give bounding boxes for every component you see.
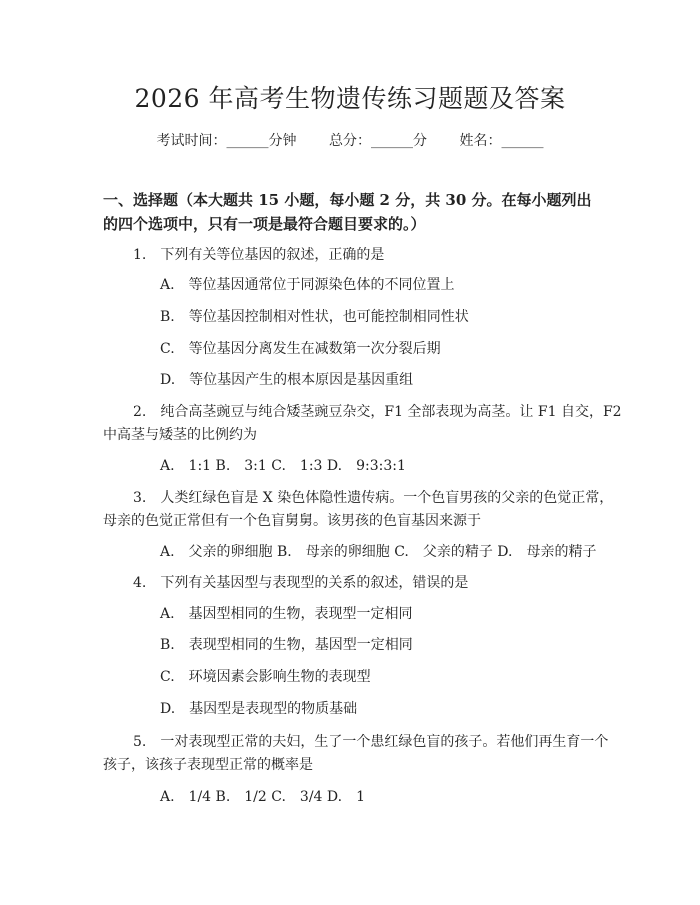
exam-time-field: 考试时间：______分钟 xyxy=(156,133,297,149)
question-2-stem-continued: 中高茎与矮茎的比例约为 xyxy=(103,427,257,443)
student-name-field: 姓名：______ xyxy=(459,133,544,149)
question-1-option-d: D. 等位基因产生的根本原因是基因重组 xyxy=(160,372,414,388)
question-4-option-c: C. 环境因素会影响生物的表现型 xyxy=(160,669,371,685)
question-5-stem: 5. 一对表现型正常的夫妇，生了一个患红绿色盲的孩子。若他们再生育一个 xyxy=(133,734,609,750)
question-5-stem-continued: 孩子，该孩子表现型正常的概率是 xyxy=(103,757,313,773)
question-4-stem: 4. 下列有关基因型与表现型的关系的叙述，错误的是 xyxy=(133,575,469,591)
question-1-option-b: B. 等位基因控制相对性状，也可能控制相同性状 xyxy=(160,309,469,325)
question-2-stem: 2. 纯合高茎豌豆与纯合矮茎豌豆杂交，F1 全部表现为高茎。让 F1 自交，F2 xyxy=(133,404,622,420)
question-3-stem: 3. 人类红绿色盲是 X 染色体隐性遗传病。一个色盲男孩的父亲的色觉正常， xyxy=(133,490,614,506)
section-heading: 一、选择题（本大题共 15 小题，每小题 2 分，共 30 分。在每小题列出的四个选项中，只有一项是最符合题目要求的。） xyxy=(103,191,592,233)
question-1-stem: 1. 下列有关等位基因的叙述，正确的是 xyxy=(133,247,385,263)
question-4-option-b: B. 表现型相同的生物，基因型一定相同 xyxy=(160,637,413,653)
question-3-stem-continued: 母亲的色觉正常但有一个色盲舅舅。该男孩的色盲基因来源于 xyxy=(103,513,481,529)
document-title: 2026 年高考生物遗传练习题题及答案 xyxy=(134,84,566,113)
question-3-options: A. 父亲的卵细胞 B. 母亲的卵细胞 C. 父亲的精子 D. 母亲的精子 xyxy=(160,544,597,560)
question-2-options: A. 1:1 B. 3:1 C. 1:3 D. 9:3:3:1 xyxy=(160,458,406,474)
question-1-option-c: C. 等位基因分离发生在减数第一次分裂后期 xyxy=(160,341,441,357)
question-4-option-d: D. 基因型是表现型的物质基础 xyxy=(160,701,358,717)
question-1-option-a: A. 等位基因通常位于同源染色体的不同位置上 xyxy=(160,277,455,293)
total-score-field: 总分：______分 xyxy=(329,133,427,149)
question-4-option-a: A. 基因型相同的生物，表现型一定相同 xyxy=(160,606,413,622)
exam-info-line xyxy=(0,131,700,151)
question-5-options: A. 1/4 B. 1/2 C. 3/4 D. 1 xyxy=(160,789,365,805)
